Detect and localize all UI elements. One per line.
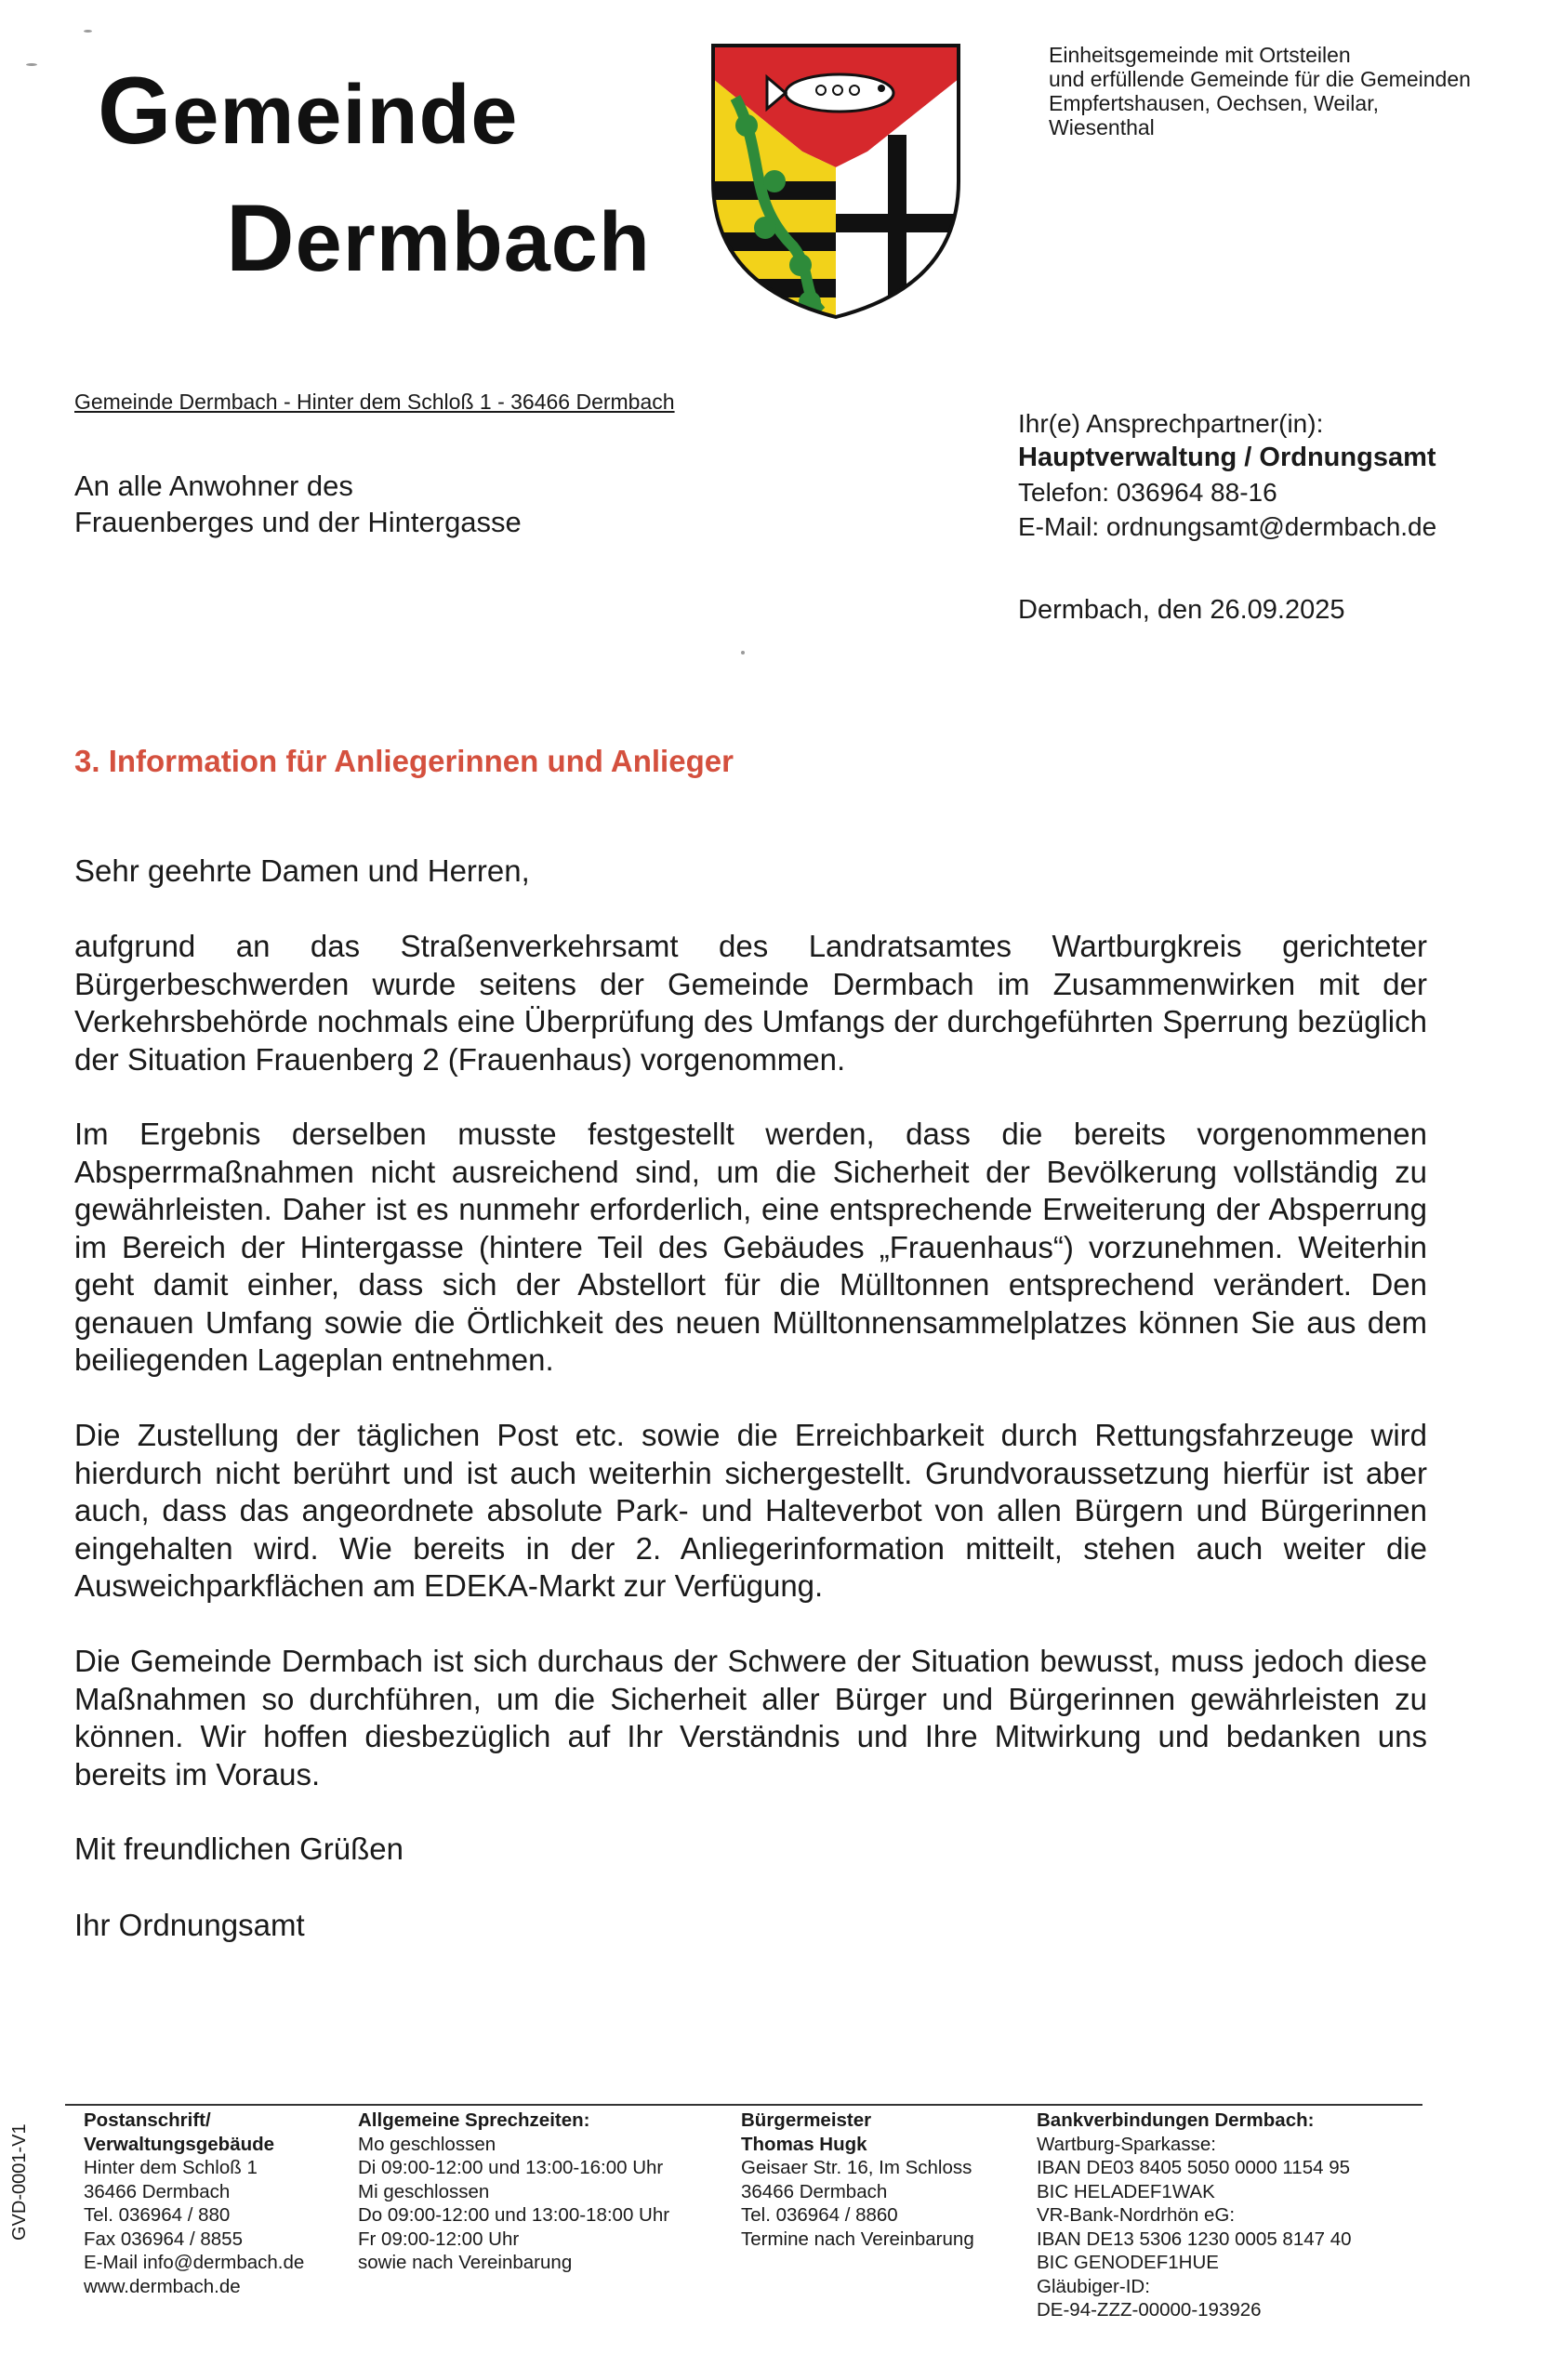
footer-line: www.dermbach.de <box>84 2275 241 2297</box>
letter-closing: Mit freundlichen Grüßen <box>74 1831 404 1866</box>
contact-phone: Telefon: 036964 88-16 <box>1018 478 1277 507</box>
footer-line: 36466 Dermbach <box>741 2180 888 2202</box>
letter-date: Dermbach, den 26.09.2025 <box>1018 595 1345 625</box>
footer-line: Gläubiger-ID: <box>1037 2275 1150 2297</box>
footer-heading: Bürgermeister <box>741 2109 872 2131</box>
footer-line: E-Mail info@dermbach.de <box>84 2252 305 2273</box>
letter-subject: 3. Information für Anliegerinnen und Anlieger <box>74 744 734 778</box>
municipality-info-line: Empfertshausen, Oechsen, Weilar, <box>1049 91 1379 115</box>
footer-line: Wartburg-Sparkasse: <box>1037 2133 1216 2155</box>
recipient-line: Frauenberges und der Hintergasse <box>74 506 522 538</box>
footer-line: Tel. 036964 / 880 <box>84 2204 231 2226</box>
contact-block <box>1018 406 1436 544</box>
footer-line: VR-Bank-Nordrhön eG: <box>1037 2204 1236 2226</box>
coat-of-arms-icon <box>709 42 962 321</box>
scan-smudge <box>84 30 92 33</box>
body-paragraph: Die Gemeinde Dermbach ist sich durchaus der Schwere der Situation bewusst, muss jedoch diese Maßnahmen so durchführen, um die Sicherheit aller Bürger und Bürgerinnen gewährleisten zu können. Wir hoffen diesbezüglich auf Ihr Verständnis und Ihre Mitwirkung und bedanken uns bereits im Voraus. <box>74 1644 1427 1792</box>
contact-label: Ihr(e) Ansprechpartner(in): <box>1018 409 1324 438</box>
footer-postal-column <box>84 2109 304 2298</box>
footer-divider <box>65 2104 1422 2106</box>
footer-line: Fax 036964 / 8855 <box>84 2228 243 2250</box>
footer-line: Tel. 036964 / 8860 <box>741 2204 898 2226</box>
scan-smudge <box>26 63 37 66</box>
footer-hours-column <box>358 2109 669 2275</box>
body-paragraph: aufgrund an das Straßenverkehrsamt des Landratsamtes Wartburgkreis gerichteter Bürgerbeschwerden wurde seitens der Gemeinde Dermbach im Zusammenwirken mit der Verkehrsbehörde nochmals eine Überprüfung des Umfangs der durchgeführten Sperrung bezüglich der Situation Frauenberg 2 (Frauenhaus) vorgenommen. <box>74 929 1427 1077</box>
footer-line: Fr 09:00-12:00 Uhr <box>358 2228 520 2250</box>
footer-line: BIC GENODEF1HUE <box>1037 2252 1219 2273</box>
letterhead-title-line2: Dermbach <box>226 185 651 291</box>
footer-line: sowie nach Vereinbarung <box>358 2252 573 2273</box>
recipient-line: An alle Anwohner des <box>74 469 353 502</box>
footer-line: IBAN DE13 5306 1230 0005 8147 40 <box>1037 2228 1352 2250</box>
body-paragraph: Im Ergebnis derselben musste festgestellt werden, dass die bereits vorgenommenen Absperrmaßnahmen nicht ausreichend sind, um die Sicherheit der Bevölkerung vollständig zu gewährleisten. Daher ist es nunmehr erforderlich, eine entsprechende Erweiterung der Absperrung im Bereich der Hintergasse (hintere Teil des Gebäudes „Frauenhaus“) vorzunehmen. Weiterhin geht damit einher, dass sich der Abstellort für die Mülltonnen entsprechend verändert. Den genauen Umfang sowie die Örtlichkeit des neuen Mülltonnensammelplatzes können Sie aus dem beiliegenden Lageplan entnehmen. <box>74 1117 1427 1377</box>
footer-bank-column <box>1037 2109 1352 2322</box>
footer-line: 36466 Dermbach <box>84 2180 231 2202</box>
recipient-address <box>74 468 522 540</box>
letterhead-title-line1: Gemeinde <box>98 58 519 164</box>
footer-heading: Allgemeine Sprechzeiten: <box>358 2109 590 2131</box>
footer-line: IBAN DE03 8405 5050 0000 1154 95 <box>1037 2157 1350 2178</box>
municipality-info-line: Wiesenthal <box>1049 115 1155 139</box>
footer-line: Hinter dem Schloß 1 <box>84 2157 258 2178</box>
municipality-info <box>1049 43 1471 139</box>
contact-department: Hauptverwaltung / Ordnungsamt <box>1018 443 1436 472</box>
footer-line: BIC HELADEF1WAK <box>1037 2180 1215 2202</box>
contact-email: E-Mail: ordnungsamt@dermbach.de <box>1018 512 1437 541</box>
municipality-info-line: und erfüllende Gemeinde für die Gemeinden <box>1049 67 1471 91</box>
footer-mayor-column <box>741 2109 974 2251</box>
letter-salutation: Sehr geehrte Damen und Herren, <box>74 853 530 888</box>
footer-line: Mi geschlossen <box>358 2180 490 2202</box>
footer-heading: Thomas Hugk <box>741 2133 867 2155</box>
sender-address-line: Gemeinde Dermbach - Hinter dem Schloß 1 - 36466 Dermbach <box>74 390 675 414</box>
footer-heading: Verwaltungsgebäude <box>84 2133 275 2155</box>
document-code: GVD-0001-V1 <box>9 2123 30 2241</box>
footer-line: DE-94-ZZZ-00000-193926 <box>1037 2299 1262 2320</box>
municipality-info-line: Einheitsgemeinde mit Ortsteilen <box>1049 43 1351 67</box>
letter-signature: Ihr Ordnungsamt <box>74 1908 305 1942</box>
footer-heading: Postanschrift/ <box>84 2109 211 2131</box>
footer-line: Do 09:00-12:00 und 13:00-18:00 Uhr <box>358 2204 670 2226</box>
scan-smudge <box>741 651 745 654</box>
body-paragraph: Die Zustellung der täglichen Post etc. sowie die Erreichbarkeit durch Rettungsfahrzeuge wird hierdurch nicht berührt und ist auch weiterhin sichergestellt. Grundvoraussetzung hierfür ist aber auch, dass das angeordnete absolute Park- und Halteverbot von allen Bürgern und Bürgerinnen eingehalten wird. Wie bereits in der 2. Anliegerinformation mitteilt, stehen auch weiter die Ausweichparkflächen am EDEKA-Markt zur Verfügung. <box>74 1418 1427 1603</box>
footer-heading: Bankverbindungen Dermbach: <box>1037 2109 1315 2131</box>
footer-line: Geisaer Str. 16, Im Schloss <box>741 2157 972 2178</box>
footer-line: Termine nach Vereinbarung <box>741 2228 974 2250</box>
footer-line: Di 09:00-12:00 und 13:00-16:00 Uhr <box>358 2157 664 2178</box>
footer-line: Mo geschlossen <box>358 2133 496 2155</box>
